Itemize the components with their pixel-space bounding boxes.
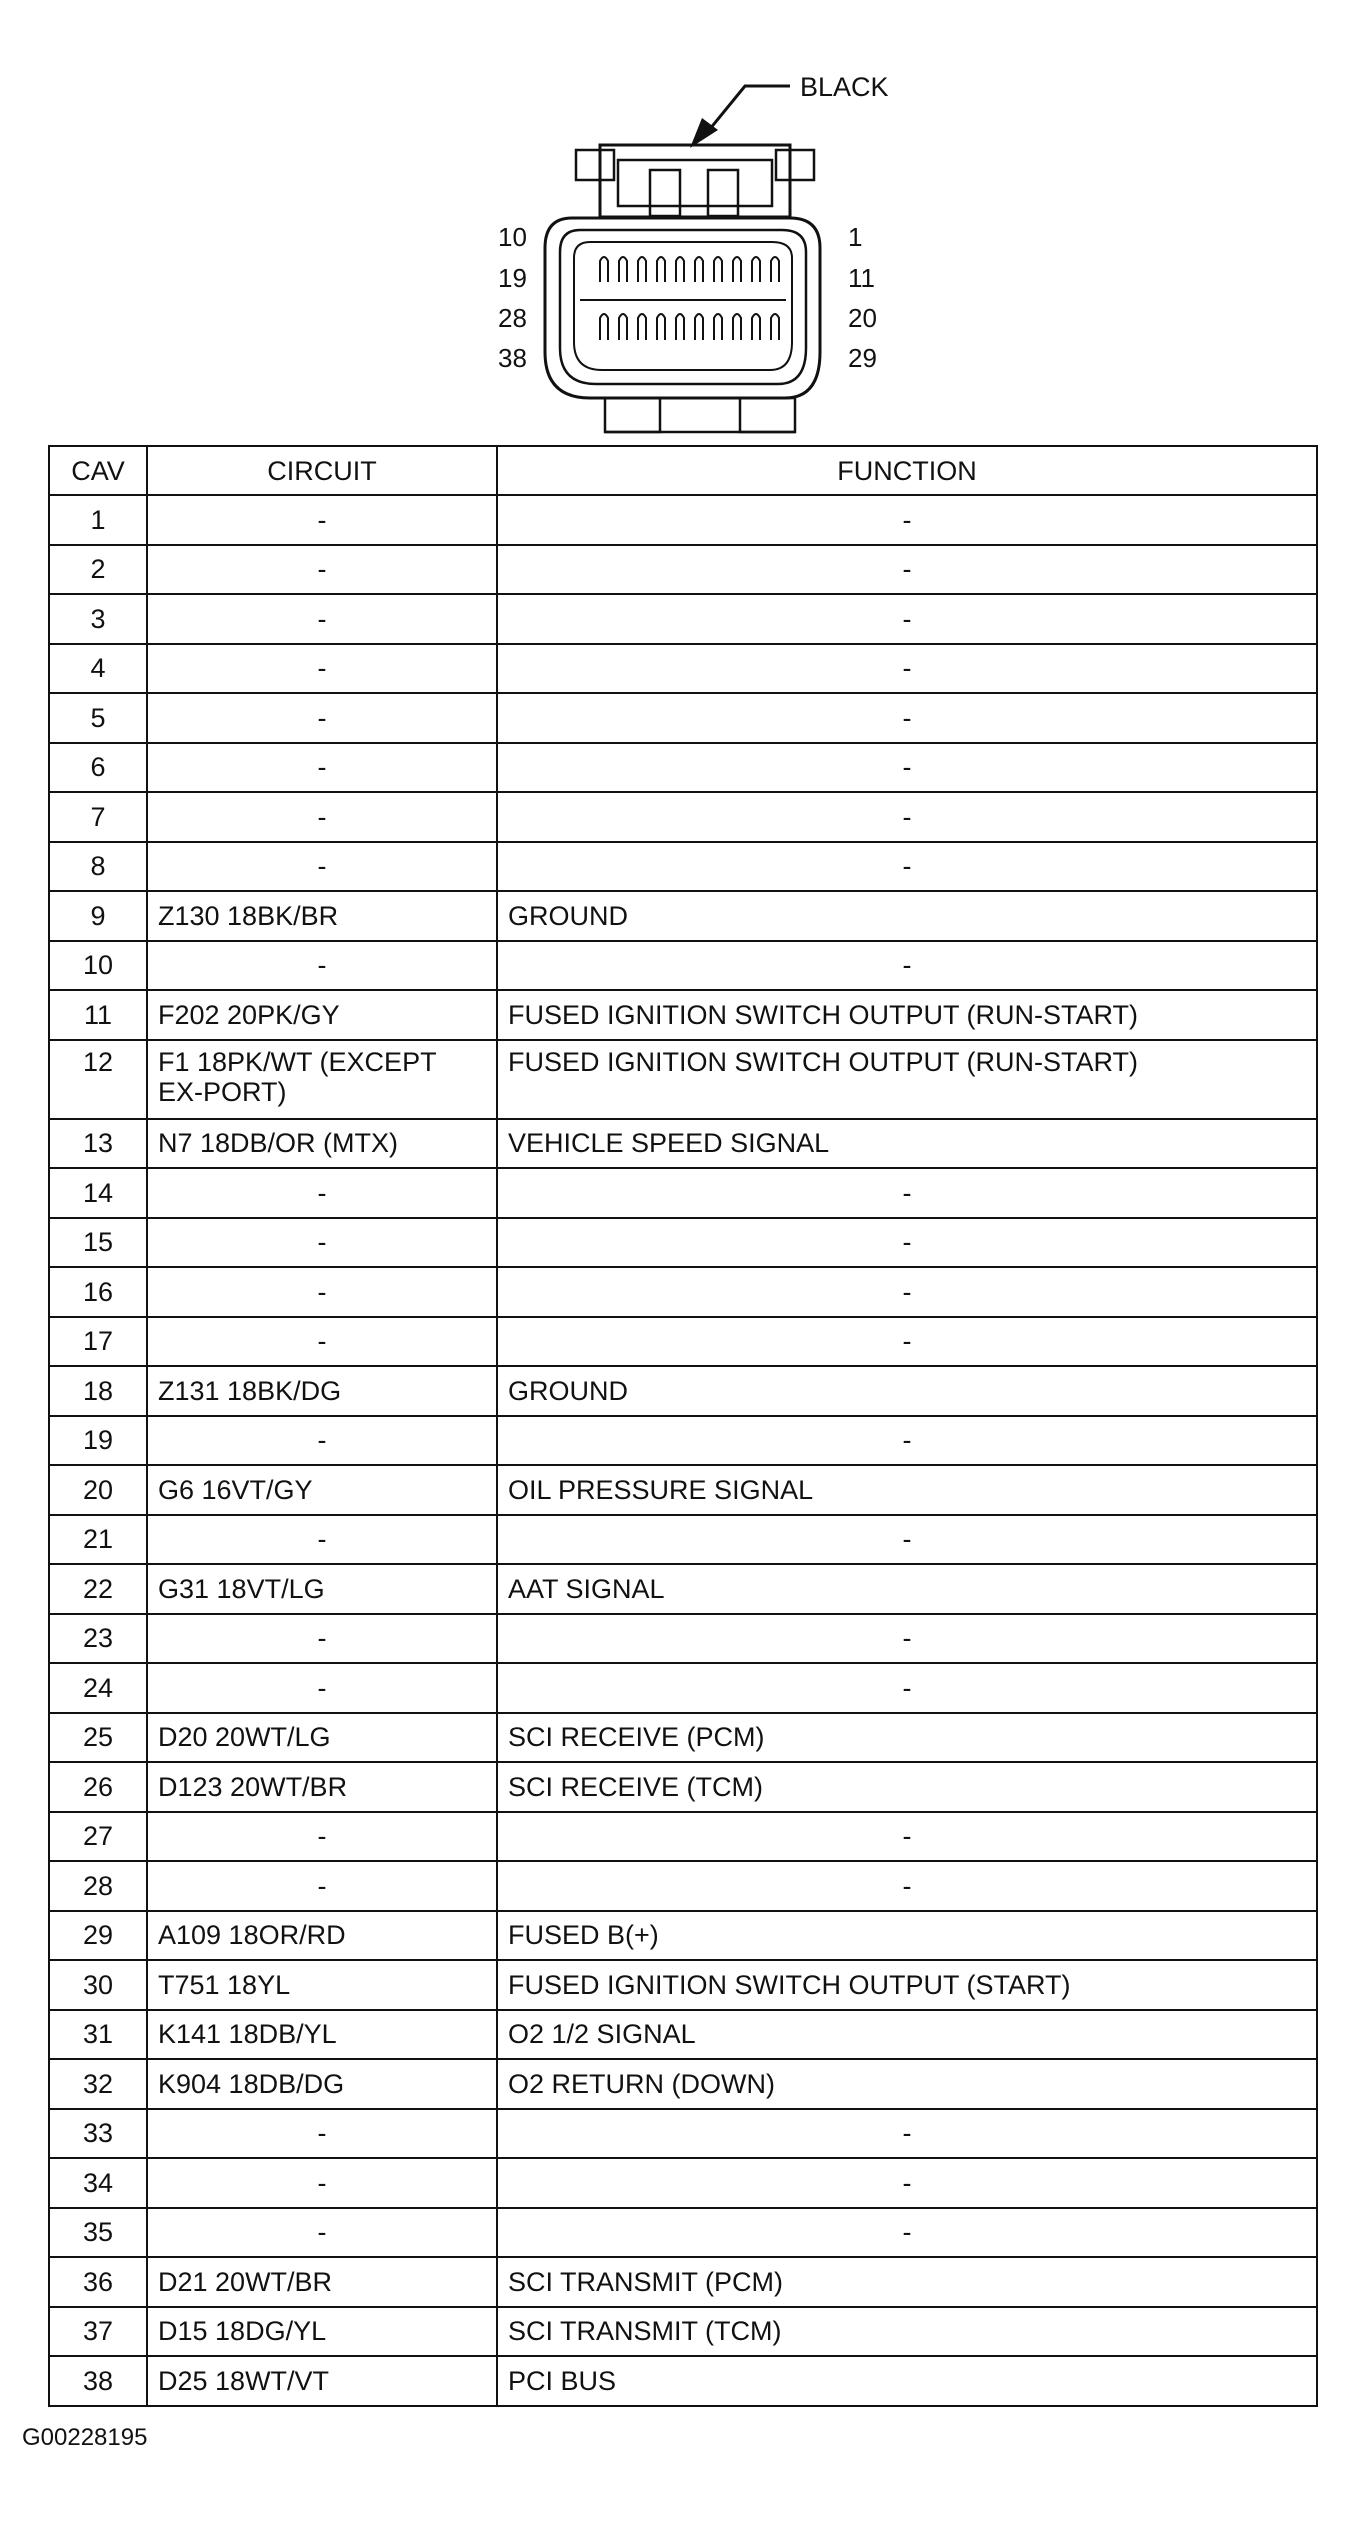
cav-cell: 19: [49, 1416, 147, 1466]
table-row: [49, 1218, 1317, 1268]
cav-cell: 2: [49, 545, 147, 595]
table-row: [49, 1713, 1317, 1763]
circuit-cell: -: [147, 1168, 497, 1218]
cav-cell: 34: [49, 2158, 147, 2208]
cav-cell: 36: [49, 2257, 147, 2307]
table-row: [49, 2257, 1317, 2307]
cav-cell: 1: [49, 495, 147, 545]
cav-cell: 22: [49, 1564, 147, 1614]
table-row: [49, 2010, 1317, 2060]
cavity-label-right: 20: [848, 303, 877, 333]
circuit-cell: -: [147, 842, 497, 892]
table-row: [49, 1465, 1317, 1515]
black-leader-line: [705, 86, 790, 135]
cavity-label-left: 10: [498, 222, 527, 252]
connector-pin: [695, 314, 703, 340]
cav-cell: 16: [49, 1267, 147, 1317]
circuit-cell: -: [147, 1663, 497, 1713]
connector-pin: [771, 314, 779, 340]
table-row: [49, 1960, 1317, 2010]
function-cell: SCI RECEIVE (PCM): [497, 1713, 1317, 1763]
circuit-cell: -: [147, 2109, 497, 2159]
function-cell: -: [497, 941, 1317, 991]
table-row: [49, 1119, 1317, 1169]
connector-pin: [657, 257, 665, 282]
function-cell: FUSED IGNITION SWITCH OUTPUT (RUN-START): [497, 1040, 1317, 1119]
circuit-cell: Z130 18BK/BR: [147, 891, 497, 941]
pin-array: [600, 257, 779, 340]
table-row: [49, 1564, 1317, 1614]
cavity-label-left: 38: [498, 343, 527, 373]
connector-color-label: BLACK: [800, 72, 889, 102]
table-row: [49, 1614, 1317, 1664]
foot-left: [605, 398, 660, 432]
table-row: [49, 2158, 1317, 2208]
table-row: [49, 2208, 1317, 2258]
table-row: [49, 990, 1317, 1040]
header-cav: CAV: [49, 446, 147, 495]
function-cell: OIL PRESSURE SIGNAL: [497, 1465, 1317, 1515]
connector-pin: [771, 257, 779, 282]
housing-inner: [560, 230, 806, 384]
function-cell: -: [497, 1416, 1317, 1466]
table-row: [49, 941, 1317, 991]
cav-cell: 23: [49, 1614, 147, 1664]
circuit-cell: -: [147, 1317, 497, 1367]
connector-pin: [676, 257, 684, 282]
circuit-cell: -: [147, 1267, 497, 1317]
function-cell: -: [497, 1614, 1317, 1664]
table-row: [49, 594, 1317, 644]
circuit-cell: D21 20WT/BR: [147, 2257, 497, 2307]
function-cell: -: [497, 1317, 1317, 1367]
cav-cell: 15: [49, 1218, 147, 1268]
pinout-table: [48, 445, 1318, 2407]
function-cell: -: [497, 1267, 1317, 1317]
cav-cell: 10: [49, 941, 147, 991]
function-cell: -: [497, 842, 1317, 892]
connector-pin: [600, 257, 608, 282]
table-row: [49, 1317, 1317, 1367]
pinout-table-body: [49, 495, 1317, 2406]
circuit-cell: -: [147, 2208, 497, 2258]
circuit-cell: -: [147, 1515, 497, 1565]
circuit-cell: -: [147, 1416, 497, 1466]
cav-cell: 35: [49, 2208, 147, 2258]
function-cell: AAT SIGNAL: [497, 1564, 1317, 1614]
circuit-cell: -: [147, 1614, 497, 1664]
table-row: [49, 891, 1317, 941]
circuit-cell: -: [147, 792, 497, 842]
table-row: [49, 842, 1317, 892]
function-cell: -: [497, 644, 1317, 694]
cav-cell: 29: [49, 1911, 147, 1961]
circuit-cell: D123 20WT/BR: [147, 1762, 497, 1812]
table-row: [49, 792, 1317, 842]
function-cell: -: [497, 743, 1317, 793]
table-row: [49, 1366, 1317, 1416]
circuit-cell: F1 18PK/WT (EXCEPT EX-PORT): [147, 1040, 497, 1119]
function-cell: -: [497, 1168, 1317, 1218]
function-cell: -: [497, 2109, 1317, 2159]
circuit-cell: -: [147, 2158, 497, 2208]
cav-cell: 21: [49, 1515, 147, 1565]
table-row: [49, 1762, 1317, 1812]
connector-pin: [714, 314, 722, 340]
latch-clip-right: [776, 150, 814, 180]
function-cell: -: [497, 1812, 1317, 1862]
cav-cell: 6: [49, 743, 147, 793]
cav-cell: 30: [49, 1960, 147, 2010]
table-row: [49, 2307, 1317, 2357]
connector-diagram: [0, 0, 1354, 440]
connector-pin: [600, 314, 608, 340]
cavity-label-right: 1: [848, 222, 863, 252]
circuit-cell: -: [147, 495, 497, 545]
cav-cell: 37: [49, 2307, 147, 2357]
circuit-cell: -: [147, 545, 497, 595]
table-row: [49, 2356, 1317, 2406]
function-cell: -: [497, 594, 1317, 644]
latch-tab-left: [650, 170, 680, 216]
connector-pin: [619, 314, 627, 340]
circuit-cell: D15 18DG/YL: [147, 2307, 497, 2357]
cav-cell: 5: [49, 693, 147, 743]
function-cell: -: [497, 1515, 1317, 1565]
circuit-cell: K904 18DB/DG: [147, 2059, 497, 2109]
connector-pin: [638, 314, 646, 340]
function-cell: FUSED IGNITION SWITCH OUTPUT (RUN-START): [497, 990, 1317, 1040]
table-row: [49, 693, 1317, 743]
table-row: [49, 1861, 1317, 1911]
cav-cell: 38: [49, 2356, 147, 2406]
function-cell: -: [497, 545, 1317, 595]
function-cell: -: [497, 792, 1317, 842]
function-cell: SCI TRANSMIT (PCM): [497, 2257, 1317, 2307]
circuit-cell: D25 18WT/VT: [147, 2356, 497, 2406]
connector-pin: [619, 257, 627, 282]
table-row: [49, 644, 1317, 694]
cav-cell: 12: [49, 1040, 147, 1119]
circuit-cell: -: [147, 941, 497, 991]
cav-cell: 18: [49, 1366, 147, 1416]
cav-cell: 32: [49, 2059, 147, 2109]
header-function: FUNCTION: [497, 446, 1317, 495]
table-row: [49, 1911, 1317, 1961]
circuit-cell: -: [147, 1218, 497, 1268]
circuit-cell: -: [147, 743, 497, 793]
connector-pin: [638, 257, 646, 282]
circuit-cell: Z131 18BK/DG: [147, 1366, 497, 1416]
circuit-cell: T751 18YL: [147, 1960, 497, 2010]
cav-cell: 3: [49, 594, 147, 644]
function-cell: -: [497, 693, 1317, 743]
circuit-cell: -: [147, 693, 497, 743]
function-cell: GROUND: [497, 891, 1317, 941]
function-cell: FUSED IGNITION SWITCH OUTPUT (START): [497, 1960, 1317, 2010]
cav-cell: 20: [49, 1465, 147, 1515]
figure-id: G00228195: [22, 2424, 148, 2451]
cav-cell: 4: [49, 644, 147, 694]
latch-tab-right: [708, 170, 738, 216]
cav-cell: 33: [49, 2109, 147, 2159]
cavity-label-left: 19: [498, 263, 527, 293]
cav-cell: 25: [49, 1713, 147, 1763]
circuit-cell: K141 18DB/YL: [147, 2010, 497, 2060]
function-cell: -: [497, 2158, 1317, 2208]
circuit-cell: -: [147, 644, 497, 694]
table-row: [49, 545, 1317, 595]
latch-inner: [618, 160, 772, 206]
connector-pin: [676, 314, 684, 340]
function-cell: PCI BUS: [497, 2356, 1317, 2406]
function-cell: O2 1/2 SIGNAL: [497, 2010, 1317, 2060]
table-row: [49, 1812, 1317, 1862]
function-cell: SCI TRANSMIT (TCM): [497, 2307, 1317, 2357]
cavity-label-right: 29: [848, 343, 877, 373]
function-cell: O2 RETURN (DOWN): [497, 2059, 1317, 2109]
cavity-label-left: 28: [498, 303, 527, 333]
cav-cell: 13: [49, 1119, 147, 1169]
cav-cell: 31: [49, 2010, 147, 2060]
header-circuit: CIRCUIT: [147, 446, 497, 495]
connector-pin: [714, 257, 722, 282]
function-cell: SCI RECEIVE (TCM): [497, 1762, 1317, 1812]
cav-cell: 14: [49, 1168, 147, 1218]
cav-cell: 11: [49, 990, 147, 1040]
function-cell: -: [497, 1861, 1317, 1911]
table-row: [49, 2109, 1317, 2159]
function-cell: -: [497, 2208, 1317, 2258]
table-row: [49, 2059, 1317, 2109]
circuit-cell: D20 20WT/LG: [147, 1713, 497, 1763]
connector-pin: [695, 257, 703, 282]
function-cell: -: [497, 495, 1317, 545]
circuit-cell: A109 18OR/RD: [147, 1911, 497, 1961]
circuit-cell: G6 16VT/GY: [147, 1465, 497, 1515]
cav-cell: 26: [49, 1762, 147, 1812]
cavity-label-right: 11: [848, 263, 875, 293]
cav-cell: 27: [49, 1812, 147, 1862]
table-row: [49, 1416, 1317, 1466]
table-header-row: [49, 446, 1317, 495]
connector-pin: [657, 314, 665, 340]
circuit-cell: F202 20PK/GY: [147, 990, 497, 1040]
connector-pin: [752, 257, 760, 282]
connector-pin: [733, 257, 741, 282]
table-row: [49, 1515, 1317, 1565]
cav-cell: 8: [49, 842, 147, 892]
table-row: [49, 1040, 1317, 1119]
cav-cell: 7: [49, 792, 147, 842]
circuit-cell: -: [147, 594, 497, 644]
table-row: [49, 1663, 1317, 1713]
cav-cell: 28: [49, 1861, 147, 1911]
table-row: [49, 495, 1317, 545]
table-row: [49, 1168, 1317, 1218]
table-row: [49, 743, 1317, 793]
function-cell: -: [497, 1663, 1317, 1713]
connector-pin: [733, 314, 741, 340]
function-cell: VEHICLE SPEED SIGNAL: [497, 1119, 1317, 1169]
function-cell: FUSED B(+): [497, 1911, 1317, 1961]
cav-cell: 24: [49, 1663, 147, 1713]
connector-pin: [752, 314, 760, 340]
cav-cell: 9: [49, 891, 147, 941]
function-cell: GROUND: [497, 1366, 1317, 1416]
circuit-cell: N7 18DB/OR (MTX): [147, 1119, 497, 1169]
function-cell: -: [497, 1218, 1317, 1268]
foot-right: [740, 398, 795, 432]
latch-clip-left: [576, 150, 614, 180]
circuit-cell: -: [147, 1861, 497, 1911]
cav-cell: 17: [49, 1317, 147, 1367]
table-row: [49, 1267, 1317, 1317]
circuit-cell: -: [147, 1812, 497, 1862]
circuit-cell: G31 18VT/LG: [147, 1564, 497, 1614]
